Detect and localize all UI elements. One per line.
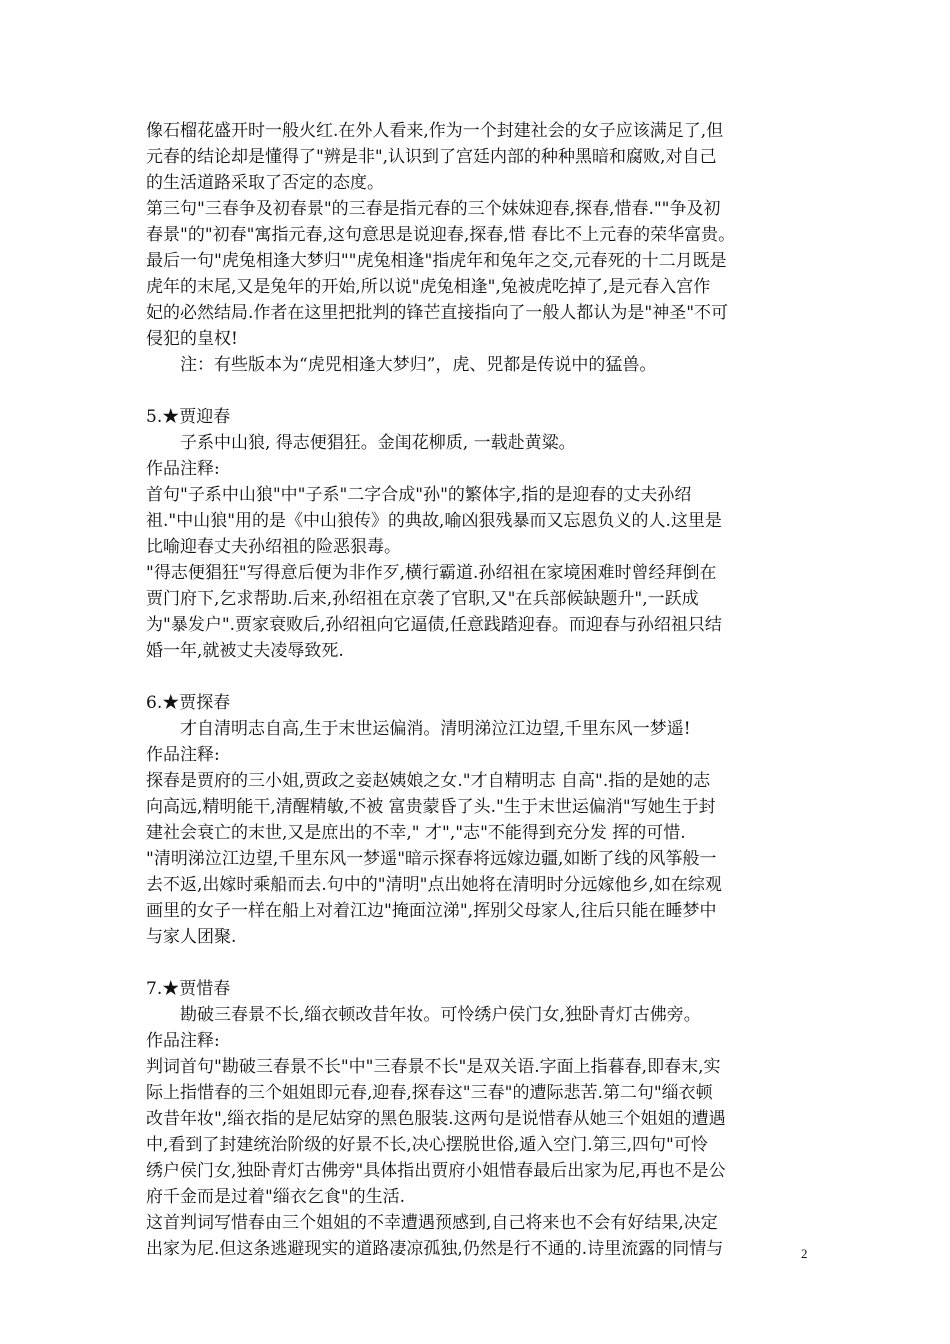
paragraph-line: 比喻迎春丈夫孙绍祖的险恶狠毒。 [146, 537, 401, 557]
section-heading: 7.★贾惜春 [146, 979, 231, 999]
paragraph-line: 祖."中山狼"用的是《中山狼传》的典故,喻凶狠残暴而又忘恩负义的人.这里是 [146, 511, 722, 531]
annotation-label: 作品注释: [146, 459, 220, 479]
paragraph-line: 春景"的"初春"寓指元春,这句意思是说迎春,探春,惜 春比不上元春的荣华富贵。 [146, 225, 736, 245]
paragraph-line: 探春是贾府的三小姐,贾政之妾赵姨娘之女."才自精明志 自高".指的是她的志 [146, 771, 711, 791]
yuanchun-commentary-tail [146, 118, 816, 378]
paragraph-line: 去不返,出嫁时乘船而去.句中的"清明"点出她将在清明时分远嫁他乡,如在综观 [146, 875, 722, 895]
note-line: 注：有些版本为“虎兕相逢大梦归”，虎、兕都是传说中的猛兽。 [180, 355, 657, 375]
paragraph-line: 际上指惜春的三个姐姐即元春,迎春,探春这"三春"的遭际悲苦.第二句"缁衣顿 [146, 1083, 713, 1103]
paragraph-line: 向高远,精明能干,清醒精敏,不被 富贵蒙昏了头."生于末世运偏消"写她生于封 [146, 797, 716, 817]
paragraph-line: 出家为尼.但这条逃避现实的道路凄凉孤独,仍然是行不通的.诗里流露的同情与 [146, 1239, 724, 1259]
section-xichun [146, 976, 816, 1262]
section-tanchun [146, 690, 816, 950]
paragraph-line: 贾门府下,乞求帮助.后来,孙绍祖在京袭了官职,又"在兵部候缺题升",一跃成 [146, 589, 699, 609]
paragraph-line: 建社会衰亡的末世,又是庶出的不幸," 才","志"不能得到充分发 挥的可惜. [146, 823, 686, 843]
paragraph-line: 为"暴发户".贾家衰败后,孙绍祖向它逼债,任意践踏迎春。而迎春与孙绍祖只结 [146, 615, 722, 635]
paragraph-line: "清明涕泣江边望,千里东风一梦遥"暗示探春将远嫁边疆,如断了线的风筝般一 [146, 849, 717, 869]
paragraph-line: "得志便猖狂"写得意后便为非作歹,横行霸道.孙绍祖在家境困难时曾经拜倒在 [146, 563, 717, 583]
paragraph-line: 虎年的末尾,又是兔年的开始,所以说"虎兔相逢",兔被虎吃掉了,是元春入宫作 [146, 277, 711, 297]
paragraph-line: 像石榴花盛开时一般火红.在外人看来,作为一个封建社会的女子应该满足了,但 [146, 121, 724, 141]
section-yingchun [146, 404, 816, 664]
paragraph-line: 府千金而是过着"缁衣乞食"的生活. [146, 1187, 406, 1207]
poem-line: 勘破三春景不长,缁衣顿改昔年妆。可怜绣户侯门女,独卧青灯古佛旁。 [180, 1005, 701, 1025]
document-body [146, 118, 816, 1262]
annotation-label: 作品注释: [146, 1031, 220, 1051]
section-heading: 5.★贾迎春 [146, 407, 231, 427]
paragraph-line: 妃的必然结局.作者在这里把批判的锋芒直接指向了一般人都认为是"神圣"不可 [146, 303, 729, 323]
paragraph-line: 婚一年,就被丈夫凌辱致死. [146, 641, 344, 661]
paragraph-line: 与家人团聚. [146, 927, 237, 947]
paragraph-line: 画里的女子一样在船上对着江边"掩面泣涕",挥别父母家人,往后只能在睡梦中 [146, 901, 717, 921]
paragraph-line: 绣户侯门女,独卧青灯古佛旁"具体指出贾府小姐惜春最后出家为尼,再也不是公 [146, 1161, 726, 1181]
poem-line: 才自清明志自高,生于末世运偏消。清明涕泣江边望,千里东风一梦遥! [180, 719, 691, 739]
section-heading: 6.★贾探春 [146, 693, 231, 713]
page-number: 2 [801, 1246, 808, 1261]
poem-line: 子系中山狼, 得志便猖狂。金闺花柳质, 一载赴黄粱。 [180, 433, 576, 453]
paragraph-line: 这首判词写惜春由三个姐姐的不幸遭遇预感到,自己将来也不会有好结果,决定 [146, 1213, 718, 1233]
paragraph-line: 判词首句"勘破三春景不长"中"三春景不长"是双关语.字面上指暮春,即春末,实 [146, 1057, 721, 1077]
paragraph-line: 的生活道路采取了否定的态度。 [146, 173, 384, 193]
paragraph-line: 侵犯的皇权! [146, 329, 238, 349]
paragraph-line: 最后一句"虎兔相逢大梦归""虎兔相逢"指虎年和兔年之交,元春死的十二月既是 [146, 251, 727, 271]
paragraph-line: 改昔年妆",缁衣指的是尼姑穿的黑色服装.这两句是说惜春从她三个姐姐的遭遇 [146, 1109, 726, 1129]
paragraph-line: 第三句"三春争及初春景"的三春是指元春的三个妹妹迎春,探春,惜春.""争及初 [146, 199, 721, 219]
paragraph-line: 元春的结论却是懂得了"辨是非",认识到了宫廷内部的种种黑暗和腐败,对自己 [146, 147, 717, 167]
paragraph-line: 中,看到了封建统治阶级的好景不长,决心摆脱世俗,遁入空门.第三,四句"可怜 [146, 1135, 708, 1155]
annotation-label: 作品注释: [146, 745, 220, 765]
paragraph-line: 首句"子系中山狼"中"子系"二字合成"孙"的繁体字,指的是迎春的丈夫孙绍 [146, 485, 692, 505]
